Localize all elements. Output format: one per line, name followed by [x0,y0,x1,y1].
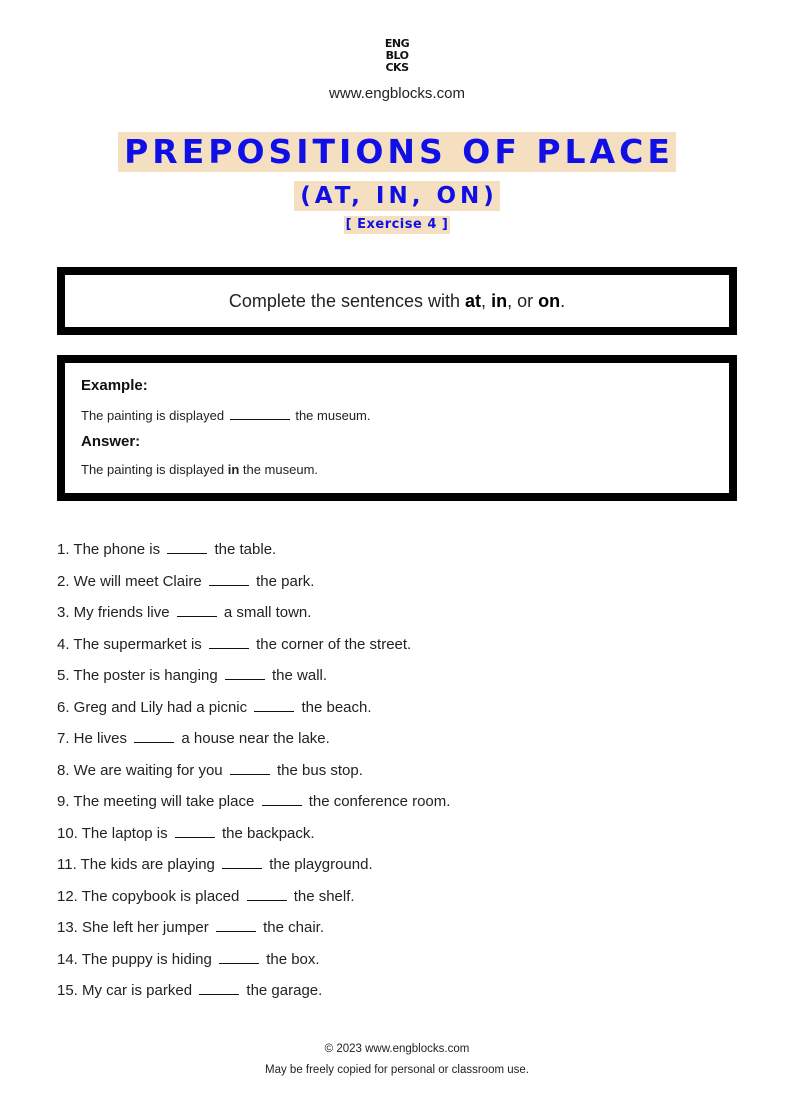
question-text-before: 8. We are waiting for you [57,761,223,779]
question-text-after: a house near the lake. [181,730,330,747]
exercise-label: [ Exercise 4 ] [345,217,449,232]
question-text-after: the beach. [301,698,372,716]
answer-blank[interactable] [134,730,174,743]
instruction-text: Complete the sentences with at, in, or on. [228,290,566,311]
question-text-after: the table. [214,541,277,558]
question-text-after: the bus stop. [276,761,363,779]
answer-blank[interactable] [209,573,249,586]
question-text-before: 1. The phone is [57,541,161,558]
question-text-after: the conference room. [308,793,451,810]
answer-blank[interactable] [167,541,207,554]
question-text-before: 6. Greg and Lily had a picnic [57,698,248,716]
question-text-after: the backpack. [221,824,315,842]
question-text-after: the garage. [246,982,323,999]
answer-blank[interactable] [247,888,287,901]
question-item [57,792,737,824]
example-box [57,355,737,501]
page-title: PREPOSITIONS OF PLACE [118,132,676,172]
question-text-before: 10. The laptop is [57,824,168,842]
question-text-before: 4. The supermarket is [57,635,202,653]
example-label: Example: [81,377,148,394]
question-item [57,666,737,698]
question-item [57,855,737,887]
question-text-after: the park. [256,572,315,590]
question-text-before: 13. She left her jumper [57,919,209,936]
footer-copyright: © 2023 www.engblocks.com [324,1043,470,1055]
answer-blank[interactable] [230,762,270,775]
question-text-before: 12. The copybook is placed [57,887,240,905]
question-text-before: 3. My friends live [57,604,170,621]
example-sentence: The painting is displayed the museum. [81,408,371,423]
question-item [57,981,737,1013]
question-text-before: 7. He lives [57,730,128,747]
question-item [57,635,737,667]
question-text-after: the chair. [263,919,324,936]
question-text-after: a small town. [223,604,312,621]
answer-blank[interactable] [222,856,262,869]
logo-line: BLO [385,49,409,62]
question-text-before: 11. The kids are playing [57,856,215,873]
question-text-after: the wall. [272,667,328,684]
question-text-before: 14. The puppy is hiding [57,950,212,968]
answer-blank[interactable] [177,604,217,617]
logo-line: CKS [385,61,409,74]
answer-blank[interactable] [262,793,302,806]
question-text-after: the box. [266,950,320,968]
question-text-after: the corner of the street. [256,635,412,653]
question-item [57,824,737,856]
logo-line: ENG [384,37,410,50]
instruction-box [57,267,737,335]
question-text-before: 9. The meeting will take place [57,793,255,810]
question-item [57,918,737,950]
question-text-after: the shelf. [293,887,355,905]
footer-license: May be freely copied for personal or classroom use. [265,1064,529,1076]
question-text-before: 2. We will meet Claire [57,572,202,590]
answer-blank[interactable] [254,699,294,712]
question-item [57,729,737,761]
question-text-before: 15. My car is parked [57,982,193,999]
answer-blank[interactable] [199,982,239,995]
engblocks-logo [0,38,794,74]
answer-blank[interactable] [219,951,259,964]
answer-blank[interactable] [175,825,215,838]
answer-sentence: The painting is displayed in the museum. [81,462,319,477]
answer-label: Answer: [81,433,141,450]
question-item [57,540,737,572]
question-item [57,603,737,635]
question-text-before: 5. The poster is hanging [57,667,218,684]
example-blank [230,407,290,420]
question-item [57,572,737,604]
site-url: www.engblocks.com [329,85,465,102]
question-list [57,540,737,1013]
question-item [57,887,737,919]
answer-blank[interactable] [209,636,249,649]
question-item [57,698,737,730]
question-item [57,950,737,982]
question-text-after: the playground. [269,856,373,873]
answer-blank[interactable] [216,919,256,932]
answer-blank[interactable] [225,667,265,680]
page-subtitle: (AT, IN, ON) [294,181,500,211]
question-item [57,761,737,793]
